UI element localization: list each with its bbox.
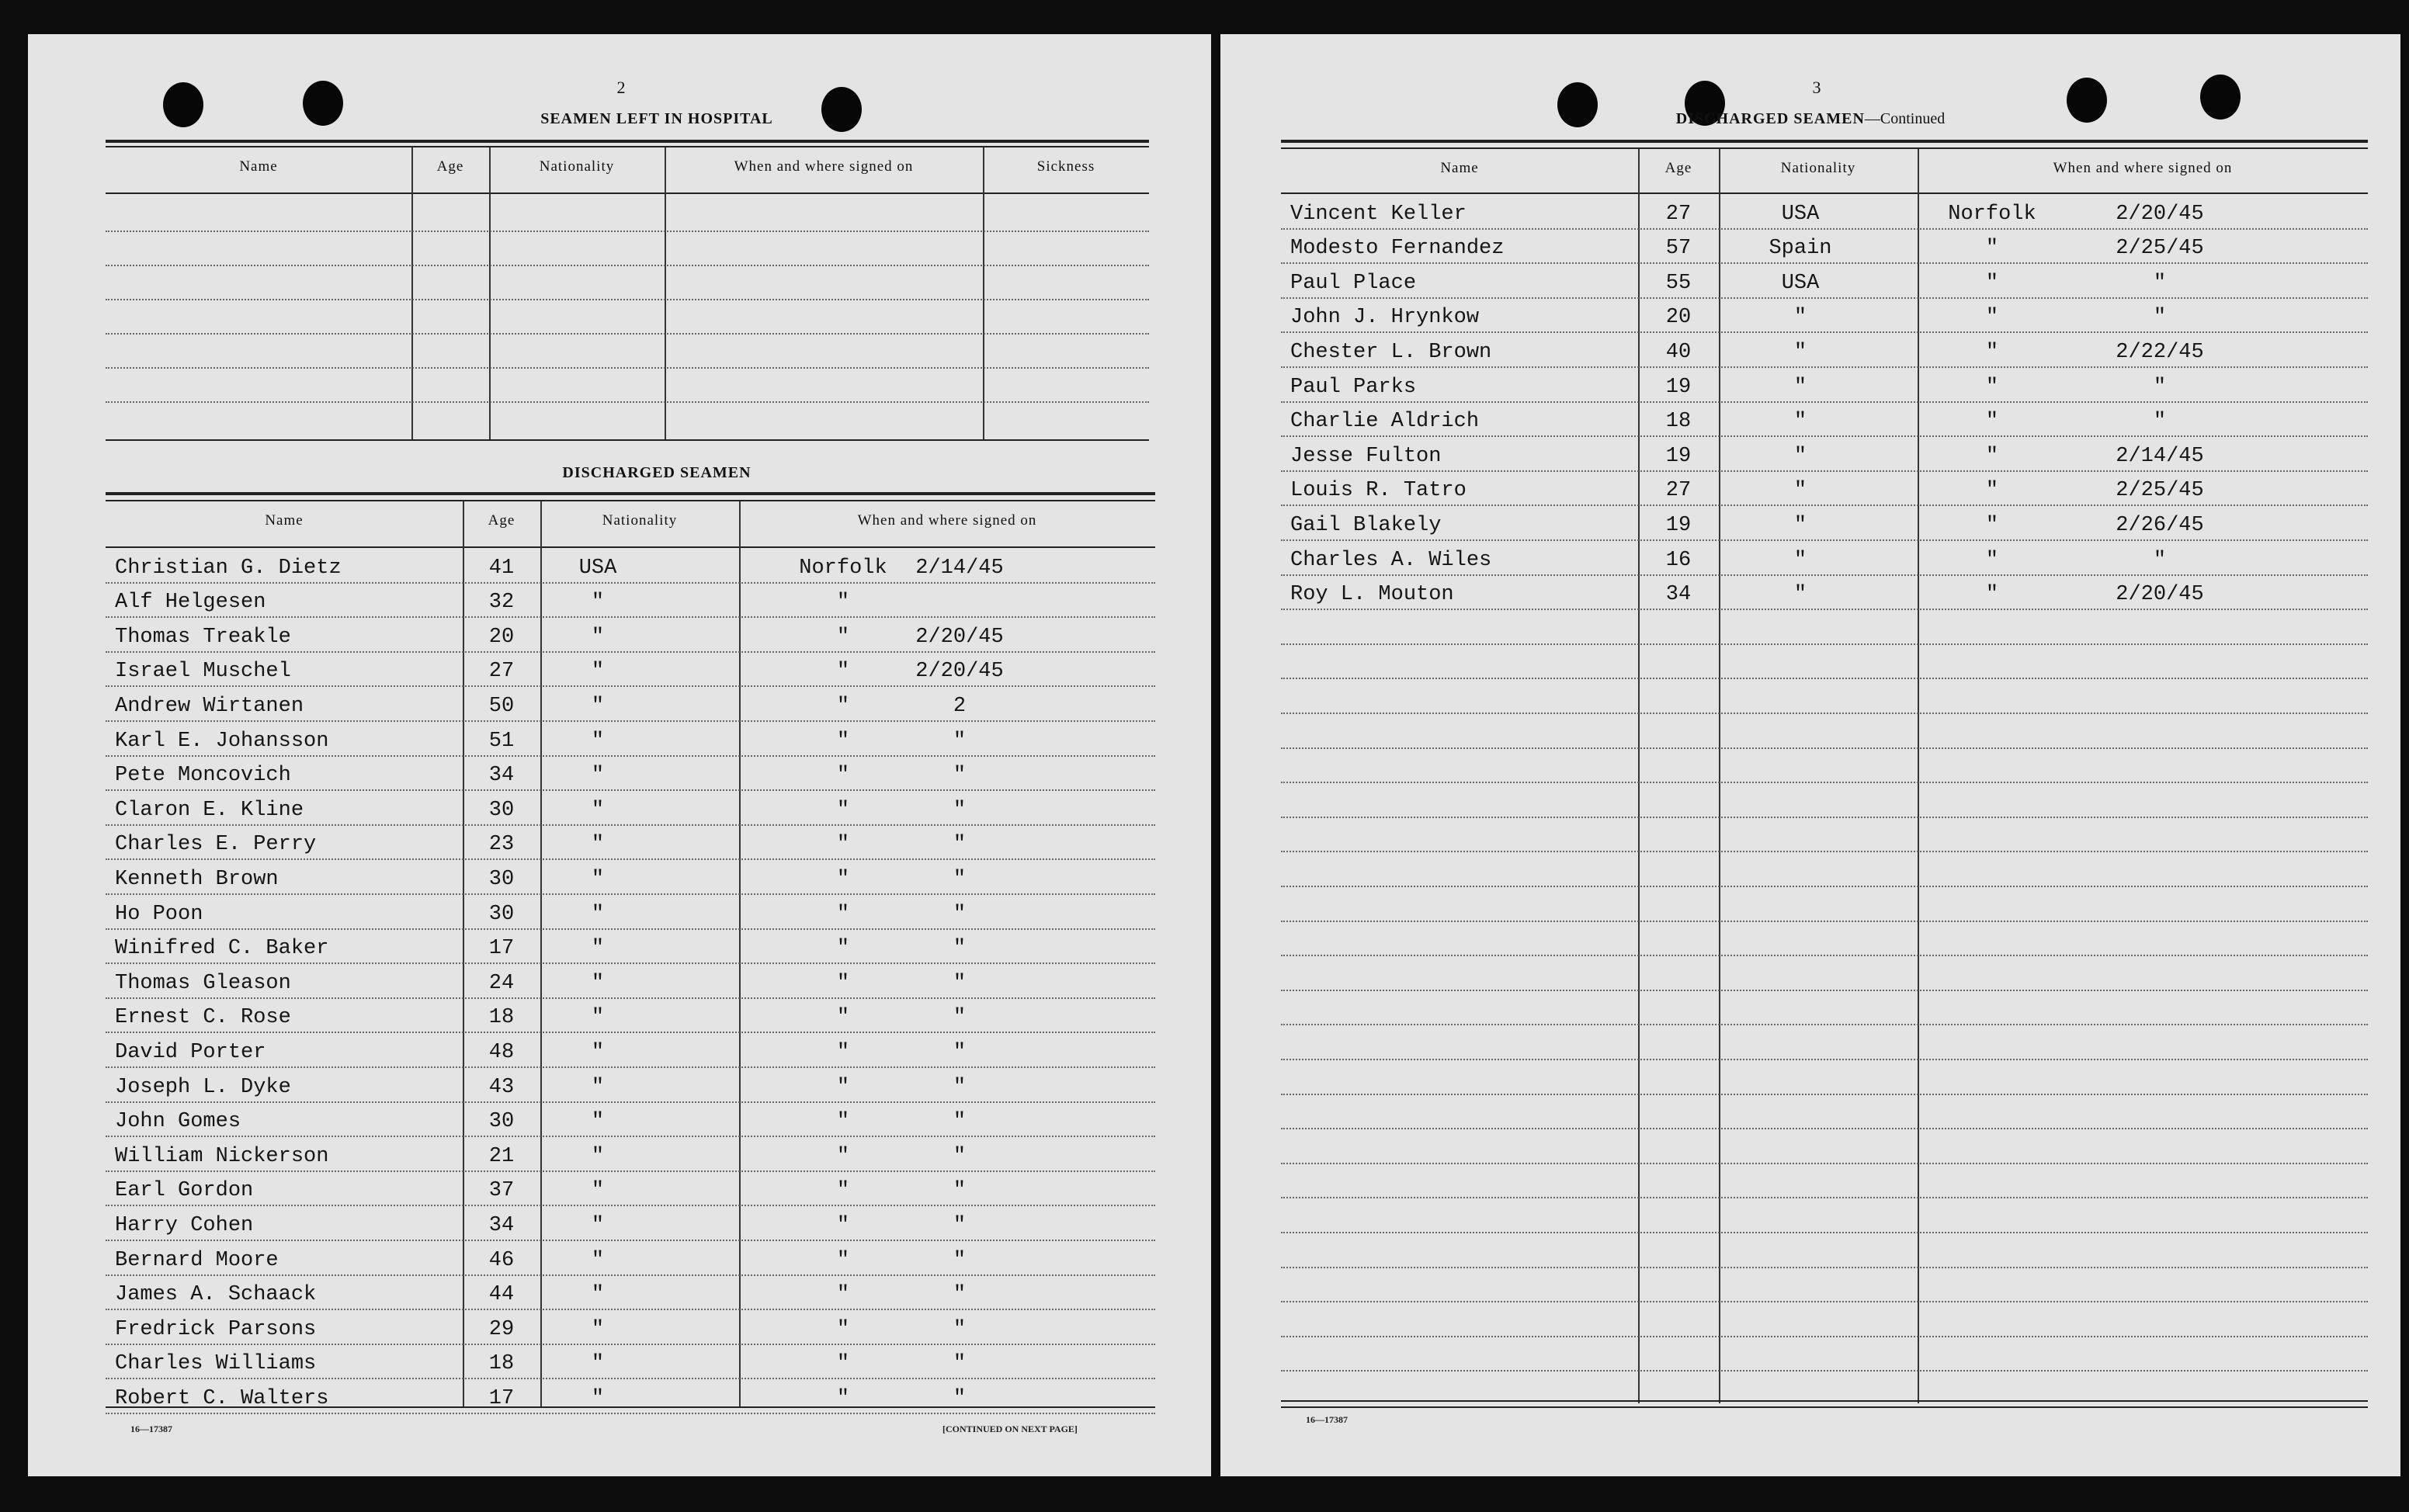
table-row bbox=[1281, 574, 2368, 576]
discharged-table-top-rule bbox=[106, 492, 1155, 495]
seaman-name: Charlie Aldrich bbox=[1290, 410, 1480, 434]
signed-on-date: " bbox=[953, 1144, 967, 1168]
seaman-name: Chester L. Brown bbox=[1290, 341, 1492, 364]
table-row bbox=[1281, 1196, 2368, 1198]
seaman-name: Paul Parks bbox=[1290, 375, 1417, 399]
seaman-name: Harry Cohen bbox=[115, 1214, 254, 1237]
seaman-nationality: " bbox=[591, 591, 605, 615]
continued-table-top-rule bbox=[1281, 140, 2368, 143]
hospital-header-nationality: Nationality bbox=[539, 158, 615, 175]
seaman-age: 48 bbox=[488, 1041, 515, 1064]
signed-on-date: " bbox=[2153, 306, 2167, 330]
table-row bbox=[106, 616, 1155, 618]
table-row bbox=[106, 893, 1155, 895]
seaman-name: Israel Muschel bbox=[115, 660, 291, 684]
signed-on-date: 2/14/45 bbox=[915, 556, 1004, 580]
seaman-name: Ho Poon bbox=[115, 902, 203, 926]
seaman-name: Thomas Gleason bbox=[115, 971, 291, 995]
table-row bbox=[106, 1377, 1155, 1379]
signed-on-place: " bbox=[1985, 444, 1999, 468]
signed-on-place: " bbox=[836, 868, 850, 891]
signed-on-date: 2/20/45 bbox=[915, 625, 1004, 649]
discharged-header-signed-on: When and where signed on bbox=[857, 512, 1037, 529]
seaman-nationality: " bbox=[1793, 479, 1807, 503]
signed-on-place: " bbox=[1985, 341, 1999, 364]
punch-hole bbox=[1557, 82, 1598, 127]
hospital-row bbox=[106, 332, 1149, 335]
seaman-nationality: " bbox=[591, 1352, 605, 1376]
signed-on-date: " bbox=[2153, 375, 2167, 399]
table-row bbox=[106, 824, 1155, 826]
seaman-age: 32 bbox=[488, 591, 515, 615]
signed-on-date: " bbox=[953, 1352, 967, 1376]
table-row bbox=[106, 1031, 1155, 1033]
hospital-header-sickness: Sickness bbox=[1036, 158, 1095, 175]
right-page bbox=[1220, 34, 2400, 1476]
signed-on-date: 2/20/45 bbox=[2116, 202, 2204, 226]
seaman-nationality: " bbox=[591, 1214, 605, 1237]
seaman-age: 24 bbox=[488, 971, 515, 995]
seaman-name: Charles E. Perry bbox=[115, 833, 317, 857]
table-row bbox=[106, 1343, 1155, 1345]
table-row bbox=[106, 1066, 1155, 1068]
signed-on-place: " bbox=[1985, 514, 1999, 537]
signed-on-date: 2 bbox=[953, 695, 967, 718]
signed-on-place: Norfolk bbox=[799, 556, 887, 580]
signed-on-date: " bbox=[953, 868, 967, 891]
table-row bbox=[1281, 331, 2368, 333]
seaman-age: 30 bbox=[488, 1110, 515, 1134]
table-row bbox=[1281, 920, 2368, 922]
continued-header-age: Age bbox=[1664, 160, 1692, 176]
seaman-age: 30 bbox=[488, 902, 515, 926]
hospital-row bbox=[106, 366, 1149, 369]
seaman-name: Robert C. Walters bbox=[115, 1387, 329, 1410]
seaman-name: James A. Schaack bbox=[115, 1283, 317, 1307]
seaman-age: 43 bbox=[488, 1075, 515, 1099]
punch-hole bbox=[303, 81, 343, 126]
seaman-name: Charles A. Wiles bbox=[1290, 548, 1492, 572]
table-row bbox=[106, 1101, 1155, 1103]
seaman-name: Thomas Treakle bbox=[115, 625, 291, 649]
seaman-nationality: " bbox=[591, 868, 605, 891]
signed-on-date: 2/14/45 bbox=[2116, 444, 2204, 468]
signed-on-date: " bbox=[2153, 410, 2167, 434]
signed-on-place: " bbox=[836, 798, 850, 822]
table-row bbox=[1281, 1266, 2368, 1268]
signed-on-date: " bbox=[953, 1006, 967, 1030]
seaman-age: 27 bbox=[488, 660, 515, 684]
punch-hole bbox=[163, 82, 203, 127]
table-row bbox=[106, 928, 1155, 930]
table-row bbox=[106, 1308, 1155, 1310]
continued-header-name: Name bbox=[1440, 160, 1479, 176]
seaman-nationality: " bbox=[591, 902, 605, 926]
seaman-name: Roy L. Mouton bbox=[1290, 583, 1454, 607]
seaman-age: 46 bbox=[488, 1248, 515, 1272]
seaman-nationality: " bbox=[591, 937, 605, 961]
hospital-header-signed-on: When and where signed on bbox=[734, 158, 914, 175]
signed-on-place: " bbox=[836, 937, 850, 961]
seaman-age: 34 bbox=[488, 1214, 515, 1237]
table-row bbox=[1281, 435, 2368, 437]
signed-on-date: 2/25/45 bbox=[2116, 479, 2204, 503]
table-row bbox=[106, 997, 1155, 999]
signed-on-date: 2/20/45 bbox=[2116, 583, 2204, 607]
seaman-age: 19 bbox=[1665, 514, 1692, 537]
seaman-age: 50 bbox=[488, 695, 515, 718]
signed-on-place: " bbox=[836, 1179, 850, 1203]
seaman-age: 17 bbox=[488, 1387, 515, 1410]
seaman-age: 55 bbox=[1665, 271, 1692, 295]
signed-on-date: 2/20/45 bbox=[915, 660, 1004, 684]
signed-on-date: " bbox=[953, 729, 967, 753]
seaman-nationality: " bbox=[1793, 514, 1807, 537]
signed-on-date: " bbox=[953, 937, 967, 961]
seaman-name: John J. Hrynkow bbox=[1290, 306, 1480, 330]
signed-on-place: " bbox=[836, 833, 850, 857]
signed-on-date: " bbox=[953, 1041, 967, 1064]
table-row bbox=[1281, 954, 2368, 956]
table-row bbox=[1281, 643, 2368, 645]
signed-on-date: 2/25/45 bbox=[2116, 237, 2204, 261]
seaman-nationality: " bbox=[591, 1075, 605, 1099]
table-row bbox=[106, 962, 1155, 964]
seaman-nationality: " bbox=[1793, 548, 1807, 572]
hospital-header-age: Age bbox=[436, 158, 464, 175]
signed-on-place: Norfolk bbox=[1948, 202, 2036, 226]
signed-on-date: " bbox=[2153, 271, 2167, 295]
signed-on-place: " bbox=[836, 1248, 850, 1272]
seaman-nationality: " bbox=[591, 1179, 605, 1203]
signed-on-place: " bbox=[836, 695, 850, 718]
form-number: 16—17387 bbox=[1306, 1414, 1348, 1425]
signed-on-date: " bbox=[953, 1075, 967, 1099]
signed-on-date: " bbox=[953, 971, 967, 995]
signed-on-place: " bbox=[836, 902, 850, 926]
seaman-name: Andrew Wirtanen bbox=[115, 695, 304, 718]
seaman-name: Kenneth Brown bbox=[115, 868, 279, 891]
discharged-section-title: DISCHARGED SEAMEN bbox=[562, 464, 752, 481]
signed-on-place: " bbox=[836, 660, 850, 684]
seaman-nationality: " bbox=[591, 1041, 605, 1064]
seaman-age: 19 bbox=[1665, 444, 1692, 468]
signed-on-date: " bbox=[953, 1214, 967, 1237]
seaman-age: 34 bbox=[1665, 583, 1692, 607]
signed-on-place: " bbox=[1985, 583, 1999, 607]
seaman-nationality: " bbox=[591, 1283, 605, 1307]
seaman-name: Louis R. Tatro bbox=[1290, 479, 1467, 503]
punch-hole bbox=[2067, 78, 2107, 123]
table-row bbox=[1281, 1058, 2368, 1060]
seaman-age: 17 bbox=[488, 937, 515, 961]
table-row bbox=[106, 1135, 1155, 1137]
table-row bbox=[1281, 781, 2368, 783]
table-row bbox=[106, 1170, 1155, 1172]
signed-on-place: " bbox=[836, 1110, 850, 1134]
table-row bbox=[106, 1239, 1155, 1241]
seaman-nationality: " bbox=[591, 1248, 605, 1272]
seaman-nationality: " bbox=[591, 833, 605, 857]
seaman-nationality: USA bbox=[578, 556, 617, 580]
table-row bbox=[106, 1274, 1155, 1276]
discharged-header-age: Age bbox=[488, 512, 515, 529]
seaman-nationality: " bbox=[591, 971, 605, 995]
continued-note: [CONTINUED ON NEXT PAGE] bbox=[942, 1424, 1078, 1434]
table-row bbox=[106, 1412, 1155, 1414]
seaman-nationality: " bbox=[1793, 306, 1807, 330]
seaman-nationality: " bbox=[1793, 375, 1807, 399]
signed-on-place: " bbox=[836, 971, 850, 995]
discharged-continued-title: DISCHARGED SEAMEN—Continued bbox=[1675, 110, 1946, 127]
seaman-name: Gail Blakely bbox=[1290, 514, 1442, 537]
table-row bbox=[106, 858, 1155, 860]
seaman-nationality: " bbox=[591, 1317, 605, 1341]
table-row bbox=[106, 789, 1155, 791]
seaman-name: Modesto Fernandez bbox=[1290, 237, 1505, 261]
table-row bbox=[106, 650, 1155, 653]
page-number: 2 bbox=[616, 78, 626, 97]
table-row bbox=[106, 685, 1155, 687]
seaman-age: 34 bbox=[488, 764, 515, 788]
seaman-age: 18 bbox=[488, 1006, 515, 1030]
seaman-name: Vincent Keller bbox=[1290, 202, 1467, 226]
signed-on-date: 2/26/45 bbox=[2116, 514, 2204, 537]
signed-on-date: " bbox=[953, 833, 967, 857]
page-number: 3 bbox=[1812, 78, 1821, 97]
table-row bbox=[106, 754, 1155, 757]
seaman-name: Ernest C. Rose bbox=[115, 1006, 291, 1030]
table-row bbox=[106, 1204, 1155, 1206]
hospital-row bbox=[106, 264, 1149, 266]
table-row bbox=[1281, 504, 2368, 506]
signed-on-place: " bbox=[836, 1041, 850, 1064]
seaman-name: Bernard Moore bbox=[115, 1248, 279, 1272]
hospital-header-name: Name bbox=[239, 158, 278, 175]
seaman-nationality: USA bbox=[1781, 202, 1820, 226]
signed-on-date: " bbox=[953, 1283, 967, 1307]
table-row bbox=[1281, 1231, 2368, 1233]
seaman-nationality: " bbox=[591, 695, 605, 718]
seaman-nationality: " bbox=[591, 1006, 605, 1030]
signed-on-place: " bbox=[1985, 410, 1999, 434]
seaman-name: David Porter bbox=[115, 1041, 266, 1064]
seaman-name: Pete Moncovich bbox=[115, 764, 291, 788]
discharged-header-nationality: Nationality bbox=[602, 512, 678, 529]
form-number: 16—17387 bbox=[130, 1424, 172, 1434]
signed-on-date: " bbox=[953, 798, 967, 822]
seaman-nationality: " bbox=[1793, 410, 1807, 434]
seaman-name: Alf Helgesen bbox=[115, 591, 266, 615]
seaman-name: Paul Place bbox=[1290, 271, 1417, 295]
signed-on-place: " bbox=[836, 729, 850, 753]
seaman-age: 30 bbox=[488, 868, 515, 891]
seaman-nationality: " bbox=[591, 764, 605, 788]
left-page bbox=[28, 34, 1211, 1476]
table-row bbox=[1281, 850, 2368, 852]
signed-on-place: " bbox=[836, 1352, 850, 1376]
seaman-age: 16 bbox=[1665, 548, 1692, 572]
table-row bbox=[1281, 1162, 2368, 1164]
seaman-name: William Nickerson bbox=[115, 1144, 329, 1168]
continued-header-nationality: Nationality bbox=[1780, 160, 1856, 176]
seaman-name: John Gomes bbox=[115, 1110, 241, 1134]
table-row bbox=[1281, 262, 2368, 264]
signed-on-place: " bbox=[1985, 237, 1999, 261]
table-row bbox=[1281, 1335, 2368, 1337]
table-row bbox=[1281, 227, 2368, 230]
table-row bbox=[106, 581, 1155, 584]
signed-on-date: " bbox=[953, 1179, 967, 1203]
seaman-age: 44 bbox=[488, 1283, 515, 1307]
seaman-age: 23 bbox=[488, 833, 515, 857]
signed-on-place: " bbox=[836, 1317, 850, 1341]
punch-hole bbox=[2200, 75, 2241, 120]
signed-on-place: " bbox=[836, 1214, 850, 1237]
signed-on-date: " bbox=[2153, 548, 2167, 572]
seaman-name: Claron E. Kline bbox=[115, 798, 304, 822]
table-row bbox=[1281, 712, 2368, 714]
signed-on-place: " bbox=[1985, 271, 1999, 295]
signed-on-place: " bbox=[1985, 479, 1999, 503]
table-row bbox=[1281, 1127, 2368, 1129]
table-row bbox=[1281, 989, 2368, 991]
seaman-name: Christian G. Dietz bbox=[115, 556, 342, 580]
seaman-age: 37 bbox=[488, 1179, 515, 1203]
signed-on-place: " bbox=[836, 764, 850, 788]
signed-on-place: " bbox=[836, 1006, 850, 1030]
seaman-age: 40 bbox=[1665, 341, 1692, 364]
signed-on-place: " bbox=[836, 1144, 850, 1168]
seaman-nationality: " bbox=[591, 1110, 605, 1134]
hospital-table-top-rule bbox=[106, 140, 1149, 143]
seaman-age: 30 bbox=[488, 798, 515, 822]
table-row bbox=[1281, 539, 2368, 541]
table-row bbox=[1281, 1093, 2368, 1095]
signed-on-date: " bbox=[953, 1387, 967, 1410]
signed-on-date: " bbox=[953, 1248, 967, 1272]
seaman-nationality: " bbox=[1793, 583, 1807, 607]
signed-on-date: " bbox=[953, 1317, 967, 1341]
hospital-row bbox=[106, 230, 1149, 232]
seaman-name: Fredrick Parsons bbox=[115, 1317, 317, 1341]
seaman-name: Jesse Fulton bbox=[1290, 444, 1442, 468]
signed-on-place: " bbox=[836, 1387, 850, 1410]
table-row bbox=[1281, 470, 2368, 472]
table-row bbox=[1281, 401, 2368, 403]
seaman-age: 29 bbox=[488, 1317, 515, 1341]
signed-on-date: " bbox=[953, 902, 967, 926]
table-row bbox=[1281, 366, 2368, 368]
seaman-name: Joseph L. Dyke bbox=[115, 1075, 291, 1099]
hospital-row bbox=[106, 401, 1149, 403]
seaman-nationality: " bbox=[591, 660, 605, 684]
continued-header-signed-on: When and where signed on bbox=[2053, 160, 2233, 176]
seaman-age: 21 bbox=[488, 1144, 515, 1168]
seaman-age: 57 bbox=[1665, 237, 1692, 261]
table-row bbox=[1281, 608, 2368, 610]
seaman-nationality: " bbox=[1793, 341, 1807, 364]
seaman-age: 19 bbox=[1665, 375, 1692, 399]
seaman-name: Karl E. Johansson bbox=[115, 729, 329, 753]
seaman-nationality: " bbox=[591, 625, 605, 649]
seaman-age: 18 bbox=[488, 1352, 515, 1376]
seaman-nationality: Spain bbox=[1769, 237, 1832, 261]
signed-on-place: " bbox=[836, 591, 850, 615]
seaman-nationality: " bbox=[591, 1144, 605, 1168]
table-row bbox=[1281, 1369, 2368, 1372]
signed-on-place: " bbox=[1985, 375, 1999, 399]
seaman-name: Charles Williams bbox=[115, 1352, 317, 1376]
seaman-age: 20 bbox=[488, 625, 515, 649]
signed-on-date: " bbox=[953, 764, 967, 788]
seaman-nationality: " bbox=[591, 798, 605, 822]
table-row bbox=[1281, 677, 2368, 679]
hospital-section-title: SEAMEN LEFT IN HOSPITAL bbox=[540, 110, 773, 127]
signed-on-place: " bbox=[1985, 548, 1999, 572]
signed-on-place: " bbox=[836, 1283, 850, 1307]
seaman-age: 27 bbox=[1665, 202, 1692, 226]
seaman-age: 18 bbox=[1665, 410, 1692, 434]
seaman-age: 41 bbox=[488, 556, 515, 580]
seaman-age: 27 bbox=[1665, 479, 1692, 503]
seaman-nationality: " bbox=[1793, 444, 1807, 468]
signed-on-place: " bbox=[1985, 306, 1999, 330]
signed-on-place: " bbox=[836, 625, 850, 649]
hospital-row bbox=[106, 298, 1149, 300]
signed-on-place: " bbox=[836, 1075, 850, 1099]
seaman-name: Winifred C. Baker bbox=[115, 937, 329, 961]
seaman-nationality: " bbox=[591, 1387, 605, 1410]
signed-on-date: " bbox=[953, 1110, 967, 1134]
table-row bbox=[1281, 1300, 2368, 1302]
table-row bbox=[106, 720, 1155, 722]
signed-on-date: 2/22/45 bbox=[2116, 341, 2204, 364]
table-row bbox=[1281, 1023, 2368, 1025]
seaman-age: 51 bbox=[488, 729, 515, 753]
seaman-age: 20 bbox=[1665, 306, 1692, 330]
discharged-header-name: Name bbox=[265, 512, 304, 529]
seaman-name: Earl Gordon bbox=[115, 1179, 254, 1203]
seaman-nationality: USA bbox=[1781, 271, 1820, 295]
table-row bbox=[1281, 885, 2368, 887]
table-row bbox=[1281, 816, 2368, 818]
table-row bbox=[1281, 297, 2368, 299]
seaman-nationality: " bbox=[591, 729, 605, 753]
table-row bbox=[1281, 747, 2368, 749]
